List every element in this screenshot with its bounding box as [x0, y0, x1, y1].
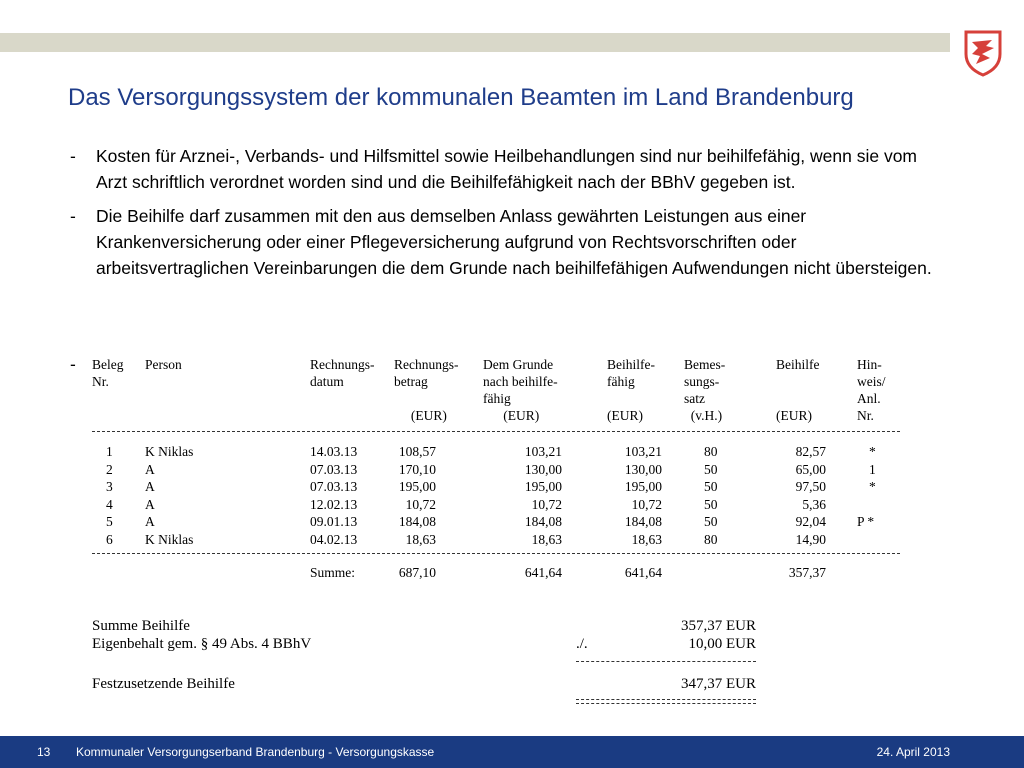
row-hinweis: 1 — [869, 461, 876, 477]
row-beihilfe: 14,90 — [795, 532, 826, 547]
row-bemessungssatz: 50 — [704, 479, 718, 495]
row-person: A — [145, 514, 155, 530]
bullet-dash: - — [70, 206, 76, 226]
eagle-crest-logo-icon — [962, 28, 1004, 78]
row-betrag: 18,63 — [405, 532, 436, 547]
row-beihilfefaehig: 130,00 — [624, 461, 662, 477]
summary-label-summe: Summe Beihilfe — [92, 618, 190, 634]
row-beihilfe: 5,36 — [802, 496, 826, 512]
row-person: A — [145, 461, 155, 477]
summary-label-festzusetzende: Festzusetzende Beihilfe — [92, 676, 235, 692]
row-hinweis: * — [869, 444, 876, 459]
row-betrag: 195,00 — [398, 479, 436, 495]
row-hinweis: * — [869, 479, 876, 495]
bullet-dash: - — [70, 354, 76, 374]
page-title: Das Versorgungssystem der kommunalen Beamten im Land Brandenburg — [68, 84, 854, 111]
row-beihilfefaehig: 10,72 — [631, 496, 662, 512]
footer-organization: Kommunaler Versorgungserband Brandenburg - Versorgungskasse — [76, 745, 435, 759]
row-datum: 07.03.13 — [310, 461, 358, 477]
table-divider — [92, 431, 900, 432]
footer-bar — [0, 736, 1024, 768]
row-beleg: 5 — [106, 514, 113, 530]
row-person: K Niklas — [145, 444, 194, 459]
row-dem-grunde: 184,08 — [524, 514, 562, 530]
summe-dem-grunde: 641,64 — [524, 565, 562, 580]
row-dem-grunde: 130,00 — [524, 461, 562, 477]
row-beihilfe: 97,50 — [795, 479, 826, 495]
row-beihilfefaehig: 18,63 — [631, 532, 662, 547]
row-datum: 07.03.13 — [310, 479, 358, 495]
row-dem-grunde: 18,63 — [531, 532, 562, 547]
table-divider — [92, 553, 900, 554]
row-bemessungssatz: 80 — [704, 532, 718, 547]
col-header-person: Person — [145, 357, 182, 372]
row-person: A — [145, 479, 155, 495]
row-bemessungssatz: 50 — [704, 496, 718, 512]
summary-label-eigenbehalt: Eigenbehalt gem. § 49 Abs. 4 BBhV — [92, 636, 312, 652]
row-beihilfe: 92,04 — [795, 514, 826, 530]
row-hinweis: P * — [857, 514, 875, 530]
row-bemessungssatz: 80 — [704, 444, 718, 459]
summe-betrag: 687,10 — [398, 565, 436, 580]
row-beihilfefaehig: 184,08 — [624, 514, 662, 530]
row-dem-grunde: 195,00 — [524, 479, 562, 495]
summe-label: Summe: — [310, 565, 356, 580]
row-dem-grunde: 10,72 — [531, 496, 562, 512]
col-header-beihilfefaehig: Beihilfe- fähig (EUR) — [607, 357, 655, 423]
row-betrag: 170,10 — [398, 461, 436, 477]
summary-value-summe: 357,37 EUR — [681, 618, 756, 634]
row-betrag: 10,72 — [405, 496, 436, 512]
bullet-dash: - — [70, 146, 76, 166]
row-betrag: 108,57 — [398, 444, 436, 459]
row-beleg: 4 — [106, 496, 113, 512]
summe-beihilfe: 357,37 — [788, 565, 826, 580]
row-beleg: 2 — [106, 461, 113, 477]
col-header-beleg: Beleg Nr. — [92, 357, 124, 389]
col-header-beihilfe: Beihilfe (EUR) — [776, 357, 820, 423]
bullet-item — [70, 143, 950, 195]
summary-mark-abzug: ./. — [576, 636, 588, 652]
summary-divider — [576, 661, 756, 662]
bullet-text: Die Beihilfe darf zusammen mit den aus demselben Anlass gewährten Leistungen aus einer Krankenversicherung oder einer Pflegeversicherung aufgrund von Rechtsvorschriften oder arbeitsvertraglichen Vereinbarungen die dem Grunde nach beihilfefähigen Aufwendungen nicht übersteigen. — [96, 206, 932, 278]
summary-value-festzusetzende: 347,37 EUR — [681, 676, 756, 692]
summary-double-rule — [576, 699, 756, 700]
col-header-datum: Rechnungs- datum — [310, 357, 375, 389]
col-header-dem-grunde: Dem Grunde nach beihilfe- fähig (EUR) — [483, 357, 558, 423]
row-beihilfe: 82,57 — [795, 444, 826, 459]
bullet-item — [70, 203, 950, 281]
row-person: A — [145, 496, 155, 512]
row-datum: 12.02.13 — [310, 496, 358, 512]
row-beleg: 1 — [106, 444, 113, 459]
row-person: K Niklas — [145, 532, 194, 547]
row-bemessungssatz: 50 — [704, 461, 718, 477]
bullet-list — [70, 143, 950, 289]
row-beihilfefaehig: 195,00 — [624, 479, 662, 495]
row-datum: 14.03.13 — [310, 444, 358, 459]
row-beleg: 3 — [106, 479, 113, 495]
summe-beihilfefaehig: 641,64 — [624, 565, 662, 580]
header-bar — [0, 33, 950, 52]
footer-date: 24. April 2013 — [876, 745, 950, 759]
row-datum: 09.01.13 — [310, 514, 358, 530]
row-datum: 04.02.13 — [310, 532, 358, 547]
row-betrag: 184,08 — [398, 514, 436, 530]
summary-value-eigenbehalt: 10,00 EUR — [688, 636, 756, 652]
row-beihilfefaehig: 103,21 — [624, 444, 662, 459]
col-header-betrag: Rechnungs- betrag (EUR) — [394, 357, 459, 423]
page-number: 13 — [37, 745, 51, 759]
row-dem-grunde: 103,21 — [524, 444, 562, 459]
row-beleg: 6 — [106, 532, 113, 547]
summary-double-rule — [576, 703, 756, 704]
row-bemessungssatz: 50 — [704, 514, 718, 530]
col-header-hinweis: Hin- weis/ Anl. Nr. — [857, 357, 886, 423]
bullet-text: Kosten für Arznei-, Verbands- und Hilfsmittel sowie Heilbehandlungen sind nur beihilfefähig, wenn sie vom Arzt schriftlich verordnet worden sind und die Beihilfefähigkeit nach der BBhV gegeben ist. — [96, 146, 918, 192]
row-beihilfe: 65,00 — [795, 461, 826, 477]
col-header-bemessungssatz: Bemes- sungs- satz (v.H.) — [684, 357, 726, 423]
